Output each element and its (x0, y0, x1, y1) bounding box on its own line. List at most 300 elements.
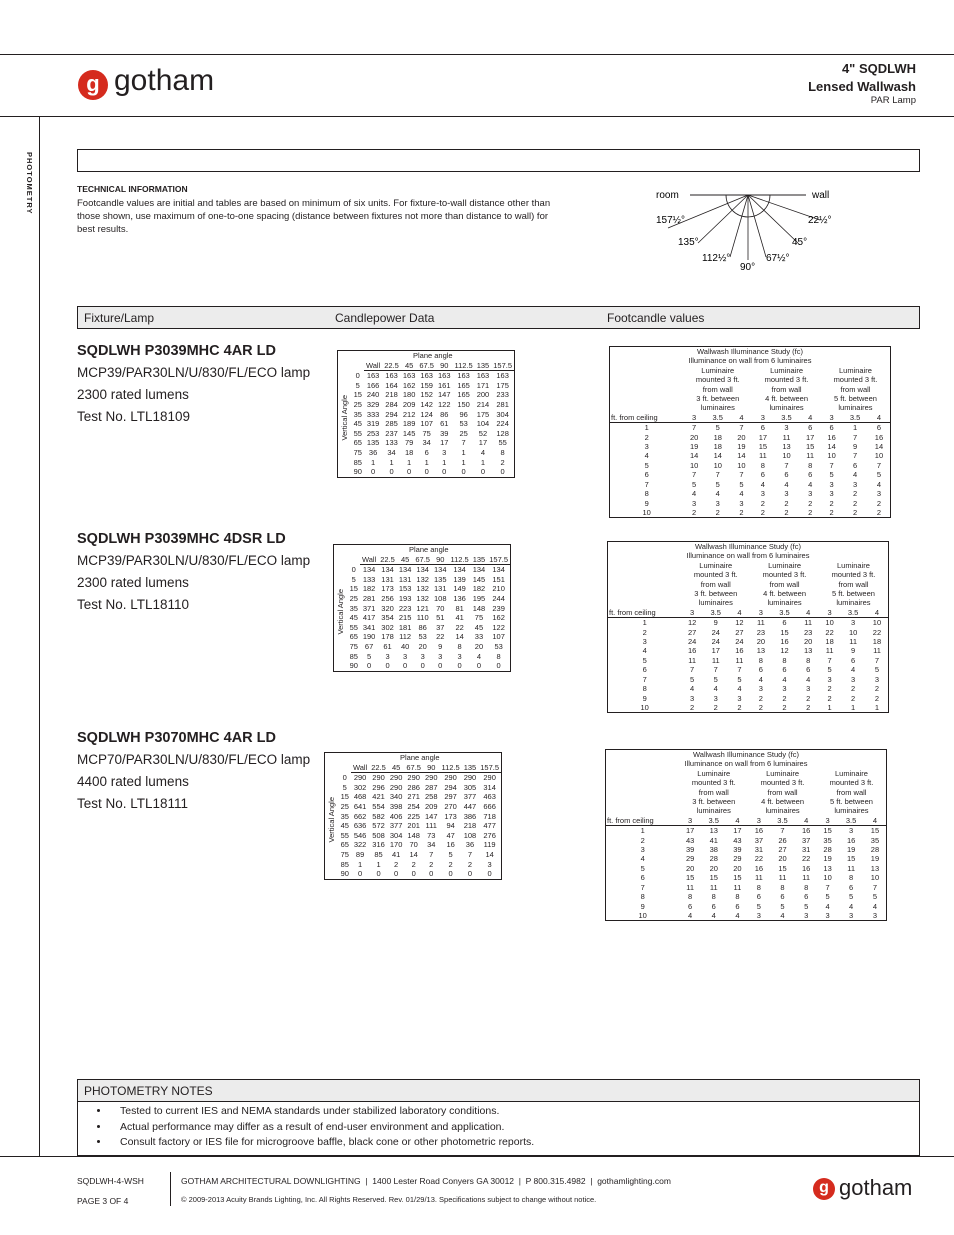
candlepower-table (333, 544, 511, 672)
footer-divider (170, 1172, 171, 1206)
fc-cell: 18 (713, 442, 722, 452)
cp-header-cell: 135 (476, 360, 490, 370)
cp-cell: 218 (463, 821, 477, 831)
fc-row (608, 618, 889, 628)
fc-cell: 3 (642, 637, 647, 647)
cp-cell: 132 (416, 593, 429, 603)
cp-cell: 4 (476, 651, 482, 661)
cp-corner (338, 351, 352, 361)
fc-cell: 14 (874, 442, 884, 452)
angle-diagram (640, 180, 840, 275)
cp-cell: 5 (448, 849, 453, 859)
fc-cell: 26 (778, 835, 787, 845)
cp-cell: 354 (381, 613, 394, 623)
cp-header-cell: Wall (365, 360, 381, 370)
cp-cell: 5 (351, 574, 356, 584)
cp-cell: 5 (342, 782, 347, 792)
cp-cell: 45 (340, 821, 349, 831)
cp-cell: 546 (353, 830, 367, 840)
fc-cell: 7 (827, 655, 832, 665)
cp-cell: 25 (340, 801, 349, 811)
angle-135: 135° (678, 237, 699, 248)
fc-cell: 5 (715, 479, 720, 489)
fc-cell: 8 (806, 655, 811, 665)
cp-cell: 89 (355, 849, 365, 859)
cp-header-cell: 22.5 (384, 360, 399, 370)
fc-cell: 11 (758, 451, 767, 461)
cp-cell: 281 (362, 593, 376, 603)
angle-90: 90° (740, 262, 756, 273)
cp-header-cell (352, 361, 364, 371)
fc-cell: 1 (853, 423, 858, 433)
fc-cell: 8 (760, 460, 765, 470)
cp-cell: 2 (448, 859, 453, 869)
fc-cell: 9 (853, 442, 858, 452)
company-address: GOTHAM ARCHITECTURAL DOWNLIGHTING | 1400 Lester Road Conyers GA 30012 | P 800.315.4982 | gothamlighting.com (181, 1176, 671, 1186)
fc-cell: 2 (853, 507, 858, 517)
cp-cell: 90 (340, 869, 349, 879)
cp-cell: 290 (407, 773, 420, 783)
side-label: PHOTOMETRY (25, 152, 34, 215)
fc-cell: 5 (827, 665, 832, 675)
cp-cell: 128 (496, 428, 509, 438)
fc-cell: 6 (806, 665, 811, 675)
fc-cell: 24 (735, 637, 744, 647)
fc-cell: 4 (760, 479, 765, 489)
fc-cell: 6 (876, 423, 882, 433)
cp-cell: 3 (442, 447, 447, 457)
fc-cell: 3 (806, 684, 811, 694)
cp-cell: 333 (366, 409, 380, 419)
cp-cell: 329 (366, 399, 380, 409)
fc-row (608, 646, 889, 655)
cp-cell: 153 (398, 584, 412, 594)
fc-cell: 4 (715, 489, 720, 499)
cp-cell: 2 (394, 859, 399, 869)
fc-cell: 4 (642, 646, 647, 656)
fc-cell: 3 (690, 693, 695, 703)
cp-header-cell: Wall (361, 554, 377, 564)
fc-row (606, 892, 887, 901)
cp-cell: 218 (385, 390, 398, 400)
fc-cell: 14 (713, 451, 722, 461)
fc-cell: 7 (692, 470, 697, 480)
cp-cell: 94 (446, 821, 455, 831)
page-number: PAGE 3 OF 4 (77, 1196, 129, 1206)
fc-cell: 6 (711, 901, 716, 911)
fc-group-header: mounted 3 ft. (762, 570, 807, 580)
cp-cell: 3 (420, 651, 425, 661)
fc-cell: 4 (640, 854, 645, 864)
cp-row (338, 381, 515, 391)
cp-cell: 2 (500, 457, 505, 467)
fc-group-header: luminaires (836, 598, 871, 608)
cp-cell: 45 (474, 622, 484, 632)
fc-cell: 4 (713, 684, 718, 694)
cp-cell: 163 (476, 371, 490, 381)
fc-cell: 3 (876, 489, 882, 499)
cp-cell: 386 (463, 811, 477, 821)
cp-cell: 148 (407, 830, 420, 840)
fc-cell: 15 (780, 627, 789, 637)
fc-cell: 7 (644, 479, 649, 489)
fc-cell: 19 (823, 854, 832, 864)
cp-cell: 0 (476, 661, 482, 671)
cp-cell: 163 (385, 371, 398, 381)
fc-cell: 9 (642, 693, 647, 703)
cp-cell: 134 (492, 565, 505, 575)
fc-sub-header: 3 (817, 816, 838, 826)
fc-cell: 20 (689, 432, 699, 442)
fc-cell: 7 (853, 451, 858, 461)
fc-cell: 5 (692, 479, 697, 489)
fc-row-label: ft. from ceiling (610, 413, 684, 423)
fixture-title: SQDLWH P3070MHC 4AR LD (77, 730, 277, 746)
lamp-type: PAR Lamp (870, 95, 916, 106)
fc-cell: 4 (737, 684, 742, 694)
fc-cell: 2 (829, 498, 834, 508)
fc-label-cell (608, 561, 682, 570)
fixture-test: Test No. LTL18111 (77, 796, 189, 811)
fc-cell: 2 (853, 498, 858, 508)
cp-cell: 406 (389, 811, 403, 821)
fc-cell: 5 (804, 901, 809, 911)
fc-cell: 43 (685, 835, 695, 845)
fc-cell: 28 (823, 845, 832, 855)
fc-row (608, 694, 889, 703)
cp-cell: 214 (476, 399, 490, 409)
fc-cell: 9 (713, 618, 718, 628)
cp-row (325, 831, 502, 841)
cp-cell: 108 (463, 830, 477, 840)
fc-cell: 5 (737, 674, 742, 684)
cp-cell: 447 (463, 801, 477, 811)
footcandle-table (605, 749, 887, 921)
doc-id: SQDLWH-4-WSH (77, 1176, 144, 1186)
cp-cell: 175 (496, 380, 509, 390)
fc-group-header: 5 ft. between (833, 394, 877, 404)
fc-row (606, 911, 887, 921)
cp-cell: 290 (483, 773, 496, 783)
cp-cell: 132 (416, 574, 429, 584)
cp-header-cell: 45 (401, 361, 418, 371)
fc-cell: 12 (735, 618, 744, 628)
fc-cell: 22 (872, 627, 882, 637)
cp-cell: 33 (474, 632, 484, 642)
cp-cell: 25 (349, 593, 358, 603)
fc-row (610, 499, 891, 508)
column-header-bar (77, 306, 920, 329)
cp-cell: 163 (496, 371, 509, 381)
fc-cell: 18 (713, 432, 722, 442)
fc-cell: 24 (711, 627, 720, 637)
cp-cell: 15 (340, 792, 349, 802)
fc-group-header: from wall (767, 787, 798, 797)
cp-cell: 35 (340, 811, 349, 821)
copyright: © 2009-2013 Acuity Brands Lighting, Inc. All Rights Reserved. Rev. 01/29/13. Specifications subject to change without notice. (181, 1195, 597, 1204)
fc-sub-header: 4 (799, 413, 821, 423)
fc-cell: 4 (688, 910, 693, 920)
fc-cell: 22 (754, 854, 764, 864)
fc-sub-header: 3.5 (838, 816, 864, 826)
fc-cell: 22 (801, 854, 811, 864)
angle-45: 45° (792, 237, 808, 248)
fc-sub-header: 4 (797, 608, 819, 618)
fc-group-header: mounted 3 ft. (691, 778, 736, 788)
cp-row (334, 661, 511, 671)
product-size: 4" SQDLWH (841, 61, 916, 76)
cp-header-cell: 90 (423, 763, 440, 773)
fc-cell: 11 (756, 618, 765, 628)
fc-row (610, 470, 891, 479)
cp-cell: 122 (492, 622, 505, 632)
cp-cell: 304 (389, 830, 403, 840)
fc-group-header: Luminaire (766, 768, 799, 778)
cp-cell: 2 (467, 859, 473, 869)
fc-cell: 5 (715, 423, 720, 433)
fc-cell: 3 (829, 489, 834, 499)
header-rule (0, 116, 954, 117)
fc-group-header: Luminaire (699, 560, 733, 570)
cp-cell: 240 (366, 390, 380, 400)
fc-cell: 16 (754, 826, 764, 836)
cp-cell: 1 (376, 859, 381, 869)
fc-cell: 16 (874, 432, 884, 442)
cp-cell: 294 (444, 782, 457, 792)
fc-group-header: 5 ft. between (829, 797, 873, 807)
fc-row (606, 873, 887, 882)
cp-cell: 107 (492, 632, 505, 642)
fc-row (608, 665, 889, 674)
fc-cell: 1 (827, 702, 832, 712)
fc-cell: 2 (758, 693, 763, 703)
fc-cell: 3 (760, 489, 765, 499)
fc-group-header: from wall (771, 384, 802, 394)
cp-row (325, 821, 502, 831)
fc-cell: 12 (687, 618, 697, 628)
cp-cell: 35 (353, 409, 362, 419)
fc-cell: 11 (733, 882, 742, 892)
fc-cell: 7 (737, 665, 742, 675)
fc-cell: 22 (825, 627, 834, 637)
cp-cell: 119 (483, 840, 496, 850)
cp-cell: 163 (437, 371, 451, 381)
cp-cell: 75 (422, 428, 431, 438)
footcandle-table (607, 541, 889, 713)
cp-cell: 41 (455, 613, 464, 623)
cp-cell: 35 (349, 603, 358, 613)
cp-cell: 215 (398, 613, 412, 623)
cp-cell: 25 (353, 399, 362, 409)
cp-cell: 0 (389, 467, 394, 477)
cp-cell: 5 (367, 651, 372, 661)
fc-cell: 3 (782, 684, 787, 694)
fc-cell: 17 (711, 646, 720, 656)
cp-cell: 718 (483, 811, 496, 821)
cp-cell: 131 (398, 574, 412, 584)
cp-cell: 377 (463, 792, 477, 802)
cp-row (338, 438, 515, 448)
fc-cell: 37 (754, 835, 764, 845)
fc-sub-header: 4 (731, 413, 753, 423)
cp-cell: 508 (372, 830, 385, 840)
cp-row (334, 632, 511, 642)
fc-sub-header: 3 (681, 608, 702, 618)
fc-cell: 2 (851, 684, 856, 694)
fc-cell: 8 (642, 684, 647, 694)
fc-cell: 11 (688, 655, 697, 665)
fc-cell: 3 (808, 489, 813, 499)
cp-cell: 182 (362, 584, 376, 594)
cp-cell: 1 (371, 457, 376, 467)
fc-sub-header: 3.5 (770, 816, 796, 826)
fc-cell: 7 (825, 882, 830, 892)
cp-cell: 554 (372, 801, 385, 811)
cp-cell: 0 (457, 661, 462, 671)
cp-cell: 15 (353, 390, 362, 400)
cp-header-cell: 112.5 (441, 762, 460, 772)
fc-sub-header: 3 (679, 816, 700, 826)
fc-label-cell (606, 769, 680, 778)
fc-cell: 31 (801, 845, 811, 855)
fc-cell: 10 (689, 460, 699, 470)
cp-cell: 90 (349, 661, 358, 671)
fc-cell: 8 (758, 655, 763, 665)
fc-cell: 2 (737, 702, 742, 712)
fc-cell: 29 (685, 854, 695, 864)
fc-cell: 11 (735, 655, 744, 665)
fc-cell: 3 (739, 498, 744, 508)
fc-cell: 7 (713, 665, 718, 675)
fc-label-cell (606, 797, 680, 806)
product-name: Lensed Wallwash (808, 79, 916, 94)
cp-cell: 175 (476, 409, 490, 419)
fc-cell: 10 (640, 702, 649, 712)
fc-sub-header: 3.5 (772, 608, 798, 618)
cp-row (325, 812, 502, 822)
cp-cell: 171 (476, 380, 490, 390)
cp-cell: 75 (353, 447, 362, 457)
cp-cell: 286 (407, 782, 420, 792)
cp-cell: 164 (385, 380, 398, 390)
cp-cell: 142 (420, 399, 433, 409)
fc-group-header: from wall (838, 579, 869, 589)
fc-group-header: luminaires (838, 403, 873, 413)
cp-cell: 253 (366, 428, 380, 438)
cp-header-cell: 22.5 (371, 762, 386, 772)
fc-cell: 2 (876, 498, 882, 508)
cp-cell: 0 (342, 772, 347, 782)
fc-cell: 13 (803, 646, 813, 656)
fc-cell: 6 (640, 873, 645, 883)
fc-group-header: luminaires (698, 598, 733, 608)
cp-header-cell: 90 (432, 555, 449, 565)
cp-cell: 3 (403, 651, 408, 661)
fc-cell: 6 (804, 892, 809, 902)
cp-cell: 285 (385, 419, 398, 429)
cp-cell: 17 (440, 438, 449, 448)
fc-cell: 8 (640, 892, 645, 902)
fc-row (606, 836, 887, 845)
fc-cell: 2 (806, 693, 811, 703)
cp-cell: 67 (364, 641, 374, 651)
fc-cell: 5 (713, 674, 718, 684)
cp-row (338, 371, 515, 381)
cp-header-cell (339, 763, 351, 773)
fc-cell: 6 (808, 470, 813, 480)
fc-cell: 3 (827, 674, 832, 684)
cp-cell: 147 (424, 811, 438, 821)
fc-label-cell (610, 385, 684, 394)
fc-cell: 3 (692, 498, 697, 508)
section-title-bar (77, 149, 920, 172)
fc-cell: 1 (851, 702, 856, 712)
fc-cell: 6 (642, 665, 647, 675)
fc-cell: 4 (782, 674, 787, 684)
cp-cell: 134 (381, 565, 394, 575)
cp-cell: 112 (399, 632, 412, 642)
cp-header-cell: 112.5 (450, 554, 469, 564)
cp-cell: 151 (492, 574, 505, 584)
cp-cell: 40 (400, 641, 410, 651)
fc-cell: 16 (827, 432, 836, 442)
cp-cell: 0 (371, 467, 376, 477)
fc-cell: 5 (829, 470, 834, 480)
fc-cell: 17 (685, 826, 695, 836)
cp-cell: 75 (474, 613, 484, 623)
cp-cell: 134 (362, 565, 376, 575)
cp-header-cell: 90 (436, 361, 453, 371)
cp-cell: 163 (457, 371, 470, 381)
fc-cell: 43 (733, 835, 742, 845)
cp-cell: 377 (389, 821, 403, 831)
cp-cell: 34 (422, 438, 431, 448)
cp-cell: 463 (483, 792, 496, 802)
cp-cell: 302 (381, 622, 394, 632)
fc-cell: 6 (688, 901, 693, 911)
fc-sub-header: 3 (819, 608, 840, 618)
plane-angle-label: Plane angle (412, 351, 453, 360)
fc-group-header: from wall (840, 384, 871, 394)
cp-cell: 0 (376, 869, 381, 879)
cp-cell: 7 (429, 849, 434, 859)
fc-cell: 2 (808, 507, 813, 517)
cp-cell: 1 (424, 457, 429, 467)
fixture-test: Test No. LTL18110 (77, 597, 190, 612)
fc-cell: 7 (876, 460, 882, 470)
cp-cell: 166 (366, 380, 380, 390)
cp-cell: 147 (437, 390, 451, 400)
cp-cell: 302 (353, 782, 367, 792)
fc-cell: 2 (851, 693, 856, 703)
cp-cell: 256 (381, 593, 394, 603)
fc-label-cell (608, 598, 682, 607)
cp-cell: 16 (446, 840, 455, 850)
cp-cell: 134 (416, 565, 429, 575)
cp-cell: 180 (402, 390, 416, 400)
cp-cell: 165 (457, 390, 470, 400)
fc-cell: 4 (876, 479, 882, 489)
cp-cell: 47 (446, 830, 455, 840)
cp-cell: 75 (349, 641, 358, 651)
fc-cell: 7 (872, 882, 878, 892)
fc-group-header: luminaires (834, 806, 869, 816)
fc-cell: 8 (804, 882, 809, 892)
cp-cell: 0 (407, 467, 412, 477)
cp-cell: 9 (438, 641, 443, 651)
fc-cell: 29 (733, 854, 742, 864)
vertical-angle-text: Vertical Angle (340, 394, 349, 441)
